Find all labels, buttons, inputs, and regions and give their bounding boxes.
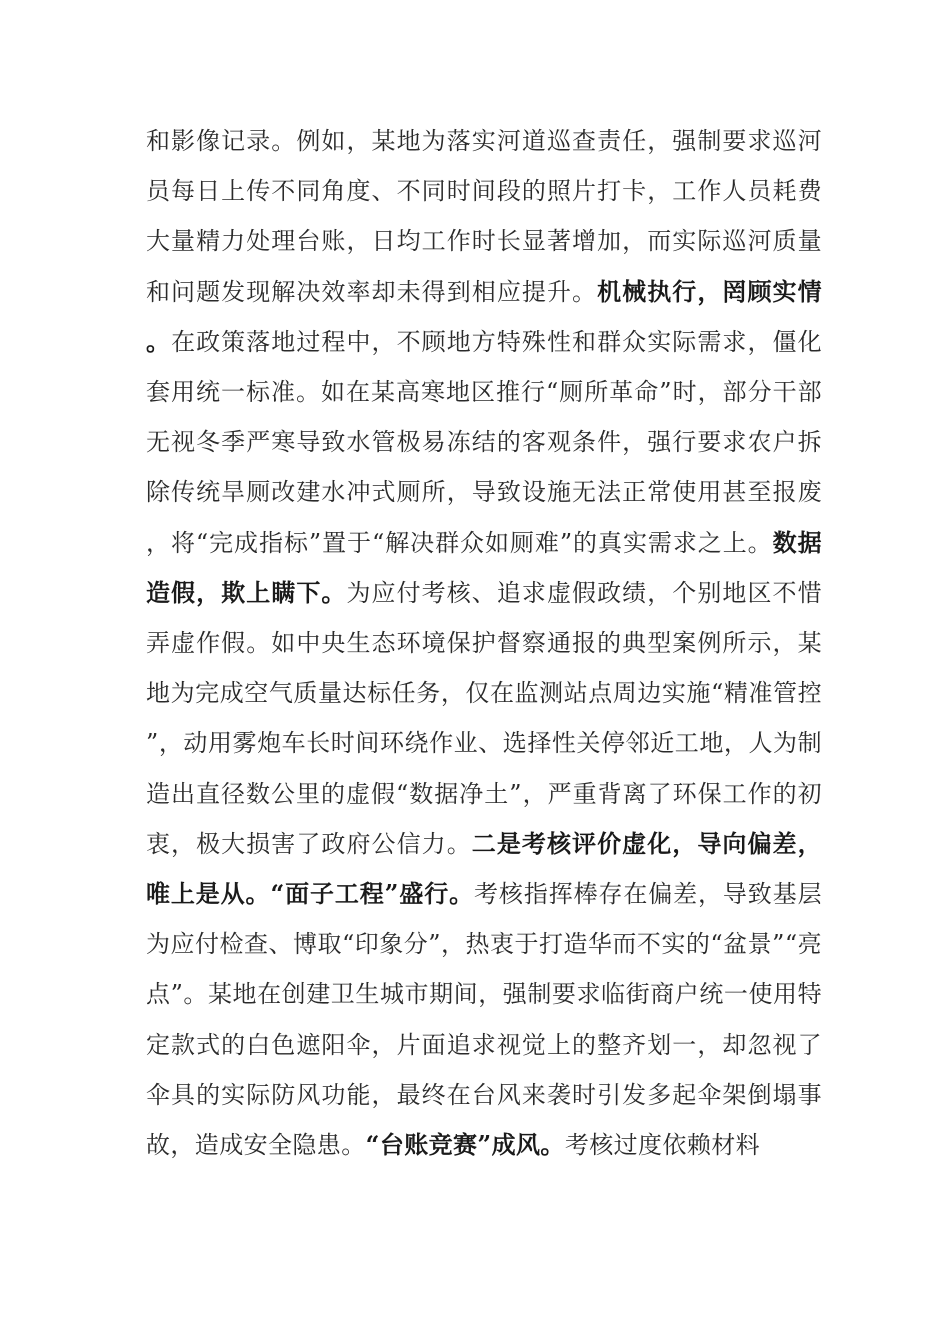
- bold-heading-data-fraud: 数据造假，欺上瞒下。: [146, 527, 822, 607]
- text-segment: 考核指挥棒存在偏差，导致基层为应付检查、博取“印象分”，热衷于打造华而不实的“盆景”“亮点”。某地在创建卫生城市期间，强制要求临街商户统一使用特定款式的白色遮阳伞，片面追求视觉上的整齐划一，却忽视了伞具的实际防风功能，最终在台风来袭时引发多起伞架倒塌事故，造成安全隐患。: [146, 880, 822, 1160]
- bold-heading-ledger-contest: “台账竞赛”成风。: [365, 1130, 565, 1160]
- text-segment: 和影像记录。例如，某地为落实河道巡查责任，强制要求巡河员每日上传不同角度、不同时间段的照片打卡，工作人员耗费大量精力处理台账，日均工作时长显著增加，而实际巡河质量和问题发现解决效率却未得到相应提升。: [146, 127, 822, 306]
- body-paragraph: [146, 116, 822, 1170]
- text-segment: 为应付考核、追求虚假政绩，个别地区不惜弄虚作假。如中央生态环境保护督察通报的典型案例所示，某地为完成空气质量达标任务，仅在监测站点周边实施“精准管控”，动用雾炮车长时间环绕作业、选择性关停邻近工地，人为制造出直径数公里的虚假“数据净土”，严重背离了环保工作的初衷，极大损害了政府公信力。: [146, 578, 822, 858]
- text-segment: 考核过度依赖材料: [564, 1131, 761, 1160]
- text-segment: 在政策落地过程中，不顾地方特殊性和群众实际需求，僵化套用统一标准。如在某高寒地区推行“厕所革命”时，部分干部无视冬季严寒导致水管极易冻结的客观条件，强行要求农户拆除传统旱厕改建水冲式厕所，导致设施无法正常使用甚至报废，将“完成指标”置于“解决群众如厕难”的真实需求之上。: [146, 327, 822, 557]
- bold-heading-assessment: 二是考核评价虚化，导向偏差，唯上是从。“面子工程”盛行。: [146, 828, 822, 909]
- bold-heading-mechanical-execution: 机械执行，罔顾实情。: [146, 276, 822, 356]
